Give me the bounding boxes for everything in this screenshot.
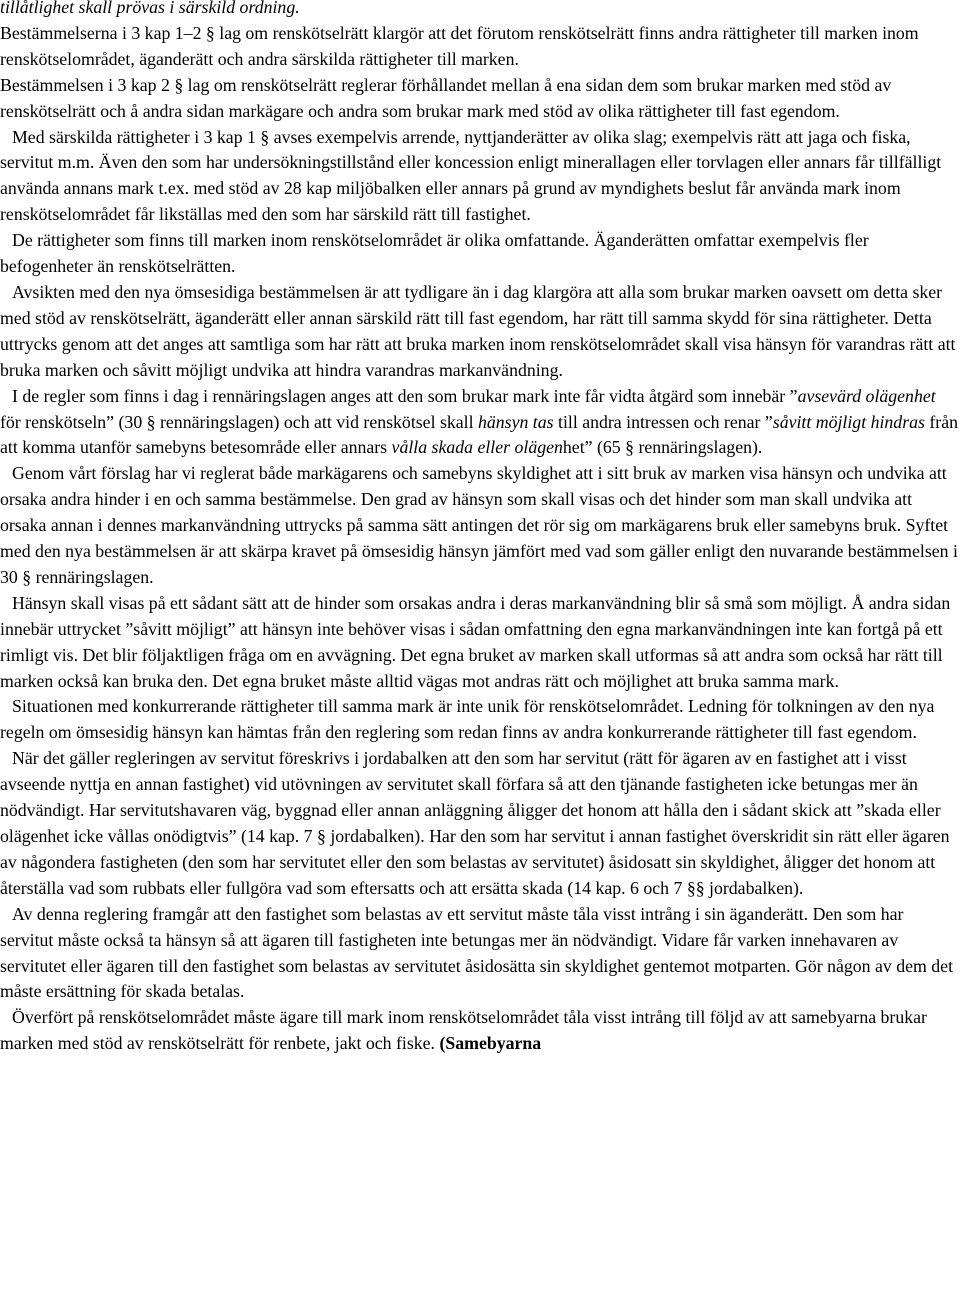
text-fragment: De rättigheter som finns till marken inom renskötselområdet är olika omfattande. Äganderätten omfattar exempelvis fler befogenheter än renskötselrätten. xyxy=(0,230,869,277)
body-paragraph xyxy=(0,1005,960,1057)
body-paragraph xyxy=(0,591,960,695)
italic-text-fragment: avsevärd olägenhet xyxy=(797,385,936,406)
italic-text-fragment: såvitt möjligt hindras xyxy=(772,411,925,432)
body-paragraph xyxy=(0,21,960,73)
text-fragment: Med särskilda rättigheter i 3 kap 1 § avses exempelvis arrende, nyttjanderätter av olika slag; exempelvis rätt att jaga och fiska, servitut m.m. Även den som har undersökningstillstånd eller koncession enligt minerallagen eller torvlagen eller annars får tillfälligt använda annans mark t.ex. med stöd av 28 kap miljöbalken eller annars på grund av myndighets beslut får använda mark inom renskötselområdet får likställas med den som har särskild rätt till fastighet. xyxy=(0,126,942,225)
body-paragraph xyxy=(0,228,960,280)
text-fragment: till andra intressen och renar ” xyxy=(553,411,773,432)
text-fragment: Bestämmelsen i 3 kap 2 § lag om renskötselrätt reglerar förhållandet mellan å ena sidan dem som brukar marken med stöd av renskötselrätt och å andra sidan markägare och andra som brukar mark med stöd av olika rättigheter till fast egendom. xyxy=(0,74,892,121)
text-fragment: När det gäller regleringen av servitut föreskrivs i jordabalken att den som har servitut (rätt för ägaren av en fastighet att i visst avseende nyttja en annan fastighet) vid utövningen av servitutet skall förfara så att den tjänande fastigheten icke betungas mer än nödvändigt. Har servitutshavaren väg, byggnad eller annan anläggning åligger det honom att hålla den i sådant skick att ”skada eller olägenhet icke vållas onödigtvis” (14 kap. 7 § jordabalken). Har den som har servitut i annan fastighet överskridit sin rätt eller ägaren av någondera fastigheten (den som har servitutet eller den som belastas av servitutet) åsidosatt sin skyldighet, åligger det honom att återställa vad som rubbats eller fullgöra vad som eftersatts och att ersätta skada (14 kap. 6 och 7 §§ jordabalken). xyxy=(0,748,950,898)
text-fragment: Avsikten med den nya ömsesidiga bestämmelsen är att tydligare än i dag klargöra att alla som brukar marken oavsett om detta sker med stöd av renskötselrätt, äganderätt eller annan särskild rätt till fast egendom, har rätt till samma skydd för sina rättigheter. Detta uttrycks genom att det anges att samtliga som har rätt att bruka marken inom renskötselområdet skall visa hänsyn för varandras rätt att bruka marken och såvitt möjligt undvika att hindra varandras markanvändning. xyxy=(0,281,956,380)
text-fragment: I de regler som finns i dag i rennäringslagen anges att den som brukar mark inte får vidta åtgärd som innebär ” xyxy=(12,385,798,406)
body-paragraph xyxy=(0,73,960,125)
body-paragraph xyxy=(0,694,960,746)
text-fragment: Genom vårt förslag har vi reglerat både markägarens och samebyns skyldighet att i sitt bruk av marken visa hänsyn och undvika att orsaka andra hinder i en och samma bestämmelse. Den grad av hänsyn som skall visas och det hinder som man skall undvika att orsaka annan i dennes markanvändning uttrycks på samma sätt antingen det rör sig om markägarens bruk eller samebyns bruk. Syftet med den nya bestämmelsen är att skärpa kravet på ömsesidig hänsyn jämfört med vad som gäller enligt den nuvarande bestämmelsen i 30 § rennäringslagen. xyxy=(0,463,958,587)
text-fragment: Situationen med konkurrerande rättigheter till samma mark är inte unik för renskötselområdet. Ledning för tolkningen av den nya regeln om ömsesidig hänsyn kan hämtas från den reglering som redan finns av andra konkurrerande rättigheter till fast egendom. xyxy=(0,696,935,743)
italic-text-fragment: tillåtlighet skall prövas i särskild ordning. xyxy=(0,0,300,17)
body-paragraph xyxy=(0,0,960,21)
body-paragraph xyxy=(0,461,960,591)
body-paragraph xyxy=(0,746,960,901)
text-fragment: Överfört på renskötselområdet måste ägare till mark inom renskötselområdet tåla visst intrång till följd av att samebyarna brukar marken med stöd av renskötselrätt för renbete, jakt och fiske. xyxy=(0,1007,927,1054)
text-fragment: Bestämmelserna i 3 kap 1–2 § lag om renskötselrätt klargör att det förutom renskötselrätt finns andra rättigheter till marken inom renskötselområdet, äganderätt och andra särskilda rättigheter till marken. xyxy=(0,22,919,69)
body-paragraph xyxy=(0,280,960,384)
body-paragraph xyxy=(0,902,960,1006)
text-fragment: för renskötseln” (30 § rennäringslagen) och att vid renskötsel skall xyxy=(0,411,478,432)
text-fragment: het” (65 § rennäringslagen). xyxy=(562,437,763,458)
italic-text-fragment: vålla skada eller olägen xyxy=(391,437,563,458)
bold-text-fragment: (Samebyarna xyxy=(439,1033,542,1054)
text-fragment: Av denna reglering framgår att den fastighet som belastas av ett servitut måste tåla visst intrång i sin äganderätt. Den som har servitut måste också ta hänsyn så att ägaren till fastigheten inte betungas mer än nödvändigt. Vidare får varken innehavaren av servitutet eller ägaren till den fastighet som belastas av servitutet åsidosätta sin skyldighet gentemot motparten. Gör någon av dem det måste ersättning för skada betalas. xyxy=(0,903,954,1002)
body-paragraph xyxy=(0,384,960,462)
italic-text-fragment: hänsyn tas xyxy=(477,411,554,432)
body-paragraph xyxy=(0,125,960,229)
text-fragment: Hänsyn skall visas på ett sådant sätt att de hinder som orsakas andra i deras markanvändning blir så små som möjligt. Å andra sidan innebär uttrycket ”såvitt möjligt” att hänsyn inte behöver visas i sådan omfattning den egna markanvändningen inte kan fortgå på ett rimligt vis. Det blir följaktligen fråga om en avvägning. Det egna bruket av marken skall utformas så att andra som också har rätt till marken också kan bruka den. Det egna bruket måste alltid vägas mot andras rätt och möjlighet att bruka samma mark. xyxy=(0,592,951,691)
text-fragment: från att komma utanför samebyns betesområde eller annars xyxy=(0,411,958,458)
